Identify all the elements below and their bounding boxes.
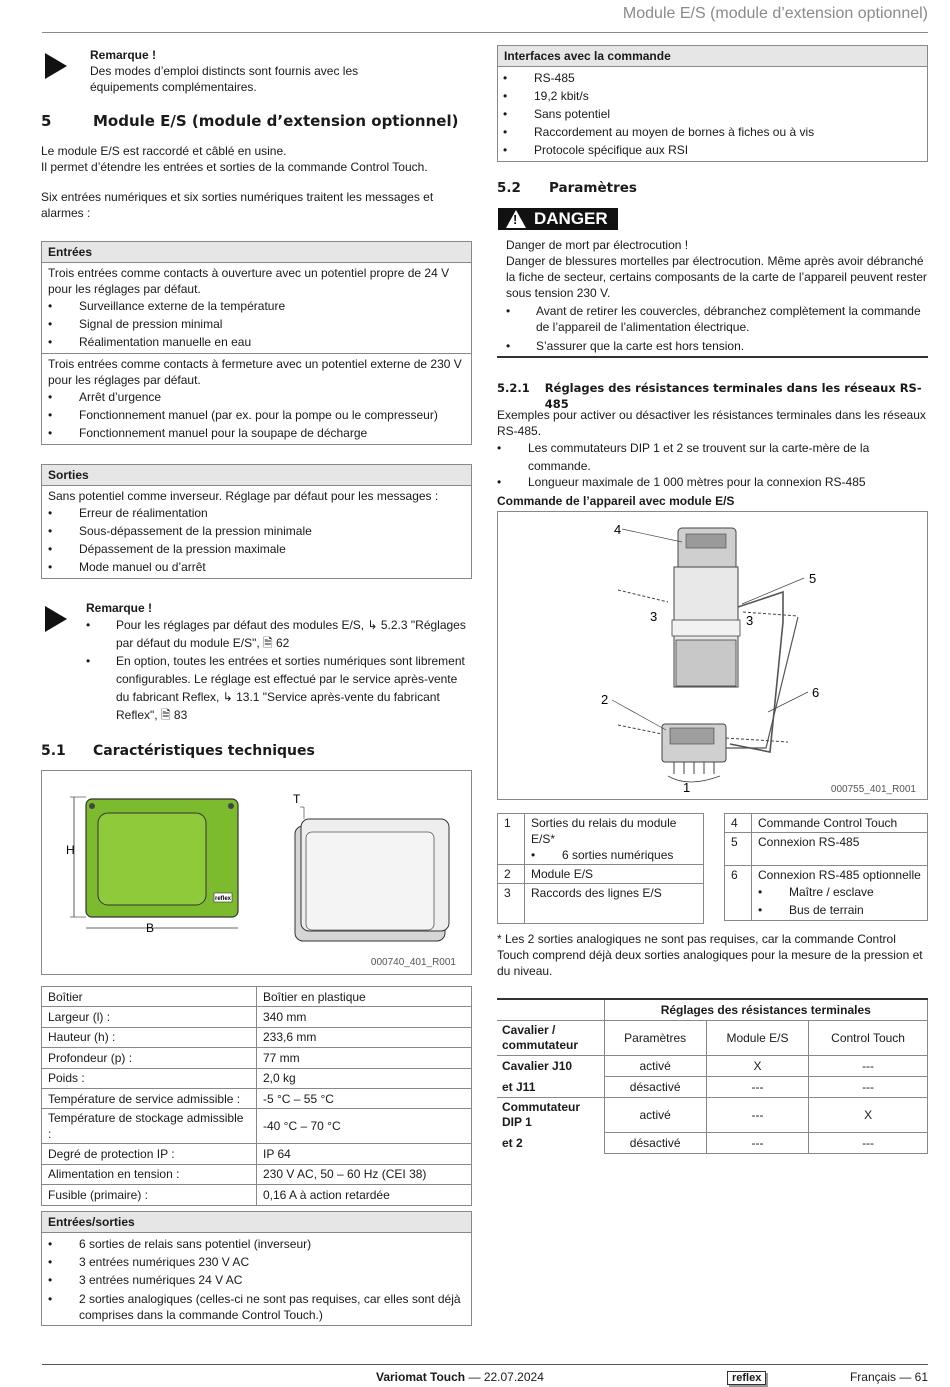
spec-row bbox=[42, 1027, 472, 1047]
running-header: Module E/S (module d’extension optionnel) bbox=[622, 5, 928, 22]
section-5-2-heading bbox=[497, 178, 928, 198]
list-item: • 2 sorties analogiques (celles-ci ne sont pas requises, car elles sont déjà comprises dans la commande Control Touch.) bbox=[48, 1292, 461, 1322]
table-row: et 2 désactivé --- --- bbox=[497, 1132, 928, 1153]
reflex-logo: reflex bbox=[727, 1369, 766, 1386]
list-item: • 3 entrées numériques 24 V AC bbox=[48, 1273, 243, 1287]
danger-line-1: Danger de mort par électrocution ! bbox=[506, 238, 689, 252]
list-item: • Sans potentiel bbox=[503, 107, 611, 121]
legend-row: 1 Sorties du relais du module E/S* • 6 sorties numériques bbox=[498, 814, 704, 865]
callout-3a: 3 bbox=[650, 609, 658, 624]
figure-ref: 000740_401_R001 bbox=[370, 957, 456, 968]
section-number: 5.2.1 bbox=[497, 381, 530, 395]
spec-label: Profondeur (p) : bbox=[42, 1048, 257, 1068]
spec-row bbox=[42, 1088, 472, 1108]
paragraph: Exemples pour activer ou désactiver les résistances terminales dans les réseaux RS-485. bbox=[497, 408, 926, 438]
spec-row bbox=[42, 1185, 472, 1205]
entrees-desc-2: Trois entrées comme contacts à fermeture avec un potentiel externe de 230 V pour les réglages par défaut. bbox=[48, 357, 462, 387]
warning-icon bbox=[506, 210, 526, 228]
spec-value: Boîtier en plastique bbox=[257, 987, 472, 1007]
box-heading: Entrées/sorties bbox=[42, 1212, 471, 1233]
intro-line-2: Il permet d’étendre les entrées et sorties de la commande Control Touch. bbox=[41, 160, 428, 174]
danger-rule bbox=[497, 356, 928, 358]
section-5-1-heading bbox=[41, 741, 472, 761]
legend-row: 5 Connexion RS-485 bbox=[725, 833, 928, 866]
list-item: • Longueur maximale de 1 000 mètres pour la connexion RS-485 bbox=[497, 475, 866, 489]
danger-text bbox=[506, 237, 928, 355]
list-item: • Signal de pression minimal bbox=[48, 317, 223, 331]
legend-row: 4 Commande Control Touch bbox=[725, 814, 928, 833]
danger-badge: ! DANGER bbox=[498, 208, 618, 232]
spec-label: Poids : bbox=[42, 1068, 257, 1088]
spec-value: 230 V AC, 50 – 60 Hz (CEI 38) bbox=[257, 1164, 472, 1184]
section-title: Paramètres bbox=[549, 180, 637, 196]
col-header: Control Touch bbox=[809, 1021, 928, 1056]
intro-line-3: Six entrées numériques et six sorties numériques traitent les messages et alarmes : bbox=[41, 190, 434, 220]
callout-5: 5 bbox=[809, 571, 817, 586]
spec-row bbox=[42, 1164, 472, 1184]
terminal-settings-table bbox=[497, 998, 928, 1154]
sorties-desc: Sans potentiel comme inverseur. Réglage par défaut pour les messages : bbox=[48, 489, 439, 503]
dim-label-b: B bbox=[146, 921, 155, 935]
spec-label: Température de service admissible : bbox=[42, 1088, 257, 1108]
list-item: • Avant de retirer les couvercles, débranchez complètement la commande de l’appareil de l’alimentation électrique. bbox=[506, 304, 921, 334]
spec-row bbox=[42, 1109, 472, 1144]
legend-row: 6 Connexion RS-485 optionnelle • Maître / esclave • Bus de terrain bbox=[725, 866, 928, 921]
remark-title: Remarque ! bbox=[86, 601, 153, 615]
logo-text: reflex bbox=[214, 896, 232, 902]
box-heading: Interfaces avec la commande bbox=[498, 46, 927, 67]
list-item: • Dépassement de la pression maximale bbox=[48, 542, 286, 556]
callout-2: 2 bbox=[601, 692, 609, 707]
list-item: • Protocole spécifique aux RSI bbox=[503, 143, 689, 157]
entrees-box bbox=[41, 241, 472, 445]
callout-1: 1 bbox=[683, 780, 691, 795]
list-item: • Erreur de réalimentation bbox=[48, 506, 208, 520]
list-item: • Réalimentation manuelle en eau bbox=[48, 335, 252, 349]
dim-label-t: T bbox=[293, 792, 301, 806]
list-item: • 3 entrées numériques 230 V AC bbox=[48, 1255, 250, 1269]
list-item: • Fonctionnement manuel pour la soupape de décharge bbox=[48, 426, 368, 440]
spec-label: Fusible (primaire) : bbox=[42, 1185, 257, 1205]
list-item: • Pour les réglages par défaut des modules E/S, ↳ 5.2.3 "Réglages par défaut du module E/S", 🗎 62 bbox=[86, 618, 466, 650]
remark-icon bbox=[45, 606, 67, 632]
section-title: Module E/S (module d’extension optionnel) bbox=[93, 112, 459, 130]
section-5-2-1-text bbox=[497, 407, 928, 489]
list-item: • S’assurer que la carte est hors tension. bbox=[506, 339, 745, 353]
specs-table bbox=[41, 986, 472, 1206]
remark-2 bbox=[86, 600, 466, 724]
figure-ref: 000755_401_R001 bbox=[830, 784, 916, 795]
legend-row: 2 Module E/S bbox=[498, 865, 704, 884]
box-heading: Entrées bbox=[42, 242, 471, 263]
dim-label-h: H bbox=[66, 843, 75, 857]
header-rule bbox=[42, 32, 928, 33]
remark-text: Des modes d’emploi distincts sont fournis avec les équipements complémentaires. bbox=[90, 64, 359, 94]
list-item: • Surveillance externe de la température bbox=[48, 299, 286, 313]
module-figure bbox=[41, 770, 472, 975]
remark-title: Remarque ! bbox=[90, 48, 157, 62]
figure-caption: Commande de l’appareil avec module E/S bbox=[497, 494, 735, 508]
interfaces-box bbox=[497, 45, 928, 162]
spec-value: -5 °C – 55 °C bbox=[257, 1088, 472, 1108]
section-number: 5.1 bbox=[41, 743, 66, 759]
spec-value: 0,16 A à action retardée bbox=[257, 1185, 472, 1205]
intro-text bbox=[41, 143, 472, 175]
spec-row bbox=[42, 1144, 472, 1164]
table-title: Réglages des résistances terminales bbox=[604, 999, 928, 1021]
remark-1 bbox=[90, 47, 430, 95]
list-item: • RS-485 bbox=[503, 71, 575, 85]
callout-3b: 3 bbox=[746, 613, 754, 628]
spec-label: Degré de protection IP : bbox=[42, 1144, 257, 1164]
spec-row bbox=[42, 1068, 472, 1088]
spec-label: Température de stockage admissible : bbox=[42, 1109, 257, 1144]
spec-value: 233,6 mm bbox=[257, 1027, 472, 1047]
danger-line-2: Danger de blessures mortelles par électrocution. Même après avoir débranché la fiche de secteur, certains composants de la carte de l’appareil peuvent rester sous tension 230 V. bbox=[506, 254, 927, 300]
table-row: et J11 désactivé --- --- bbox=[497, 1077, 928, 1098]
entrees-desc-1: Trois entrées comme contacts à ouverture avec un potentiel propre de 24 V pour les réglages par défaut. bbox=[48, 266, 450, 296]
list-item: • Les commutateurs DIP 1 et 2 se trouvent sur la carte-mère de la commande. bbox=[497, 441, 870, 473]
section-number: 5 bbox=[41, 112, 52, 130]
footer-product: Variomat Touch — 22.07.2024 bbox=[376, 1370, 544, 1384]
list-item: • 19,2 kbit/s bbox=[503, 89, 589, 103]
section-number: 5.2 bbox=[497, 180, 521, 196]
sorties-box bbox=[41, 464, 472, 579]
col-header: Module E/S bbox=[706, 1021, 808, 1056]
module-illustration bbox=[42, 771, 471, 974]
spec-row bbox=[42, 1007, 472, 1027]
list-item: • Arrêt d’urgence bbox=[48, 390, 162, 404]
spec-row bbox=[42, 987, 472, 1007]
spec-value: 77 mm bbox=[257, 1048, 472, 1068]
spec-value: 2,0 kg bbox=[257, 1068, 472, 1088]
list-item: • Fonctionnement manuel (par ex. pour la pompe ou le compresseur) bbox=[48, 408, 438, 422]
callout-4: 4 bbox=[614, 522, 622, 537]
box-heading: Sorties bbox=[42, 465, 471, 486]
list-item: • Raccordement au moyen de bornes à fiches ou à vis bbox=[503, 125, 815, 139]
section-title: Caractéristiques techniques bbox=[93, 743, 315, 759]
io-box bbox=[41, 1211, 472, 1326]
wiring-figure bbox=[497, 511, 928, 800]
list-item: • En option, toutes les entrées et sorties numériques sont librement configurables. Le réglage est effectué par le service après-vente du fabricant Reflex, ↳ 13.1 "Service après-vente du fabricant Reflex", 🗎 83 bbox=[86, 654, 465, 722]
section-title: Réglages des résistances terminales dans les réseaux RS-485 bbox=[544, 381, 922, 411]
spec-label: Largeur (l) : bbox=[42, 1007, 257, 1027]
spec-label: Alimentation en tension : bbox=[42, 1164, 257, 1184]
footer-page: Français — 61 bbox=[849, 1370, 928, 1384]
table-row: Cavalier J10 activé X --- bbox=[497, 1056, 928, 1077]
wiring-illustration bbox=[498, 512, 927, 799]
intro-line-1: Le module E/S est raccordé et câblé en usine. bbox=[41, 144, 287, 158]
section-5-heading bbox=[41, 111, 472, 131]
table-row: Commutateur DIP 1 activé --- X bbox=[497, 1098, 928, 1133]
legend-row: 3 Raccords des lignes E/S bbox=[498, 884, 704, 924]
spec-value: IP 64 bbox=[257, 1144, 472, 1164]
callout-6: 6 bbox=[812, 685, 820, 700]
legend-left bbox=[497, 813, 704, 924]
list-item: • Sous-dépassement de la pression minimale bbox=[48, 524, 312, 538]
list-item: • 6 sorties de relais sans potentiel (inverseur) bbox=[48, 1237, 312, 1251]
spec-row bbox=[42, 1048, 472, 1068]
spec-label: Boîtier bbox=[42, 987, 257, 1007]
row-header: Cavalier / commutateur bbox=[497, 1021, 604, 1056]
list-item: • Mode manuel ou d’arrêt bbox=[48, 560, 206, 574]
spec-value: -40 °C – 70 °C bbox=[257, 1109, 472, 1144]
footnote: * Les 2 sorties analogiques ne sont pas requises, car la commande Control Touch comprend déjà deux sorties analogiques pour la mesure de la pression et du niveau. bbox=[497, 932, 923, 978]
legend-right bbox=[724, 813, 928, 921]
spec-value: 340 mm bbox=[257, 1007, 472, 1027]
footer-rule bbox=[42, 1364, 928, 1365]
remark-icon bbox=[45, 53, 67, 79]
col-header: Paramètres bbox=[604, 1021, 706, 1056]
spec-label: Hauteur (h) : bbox=[42, 1027, 257, 1047]
